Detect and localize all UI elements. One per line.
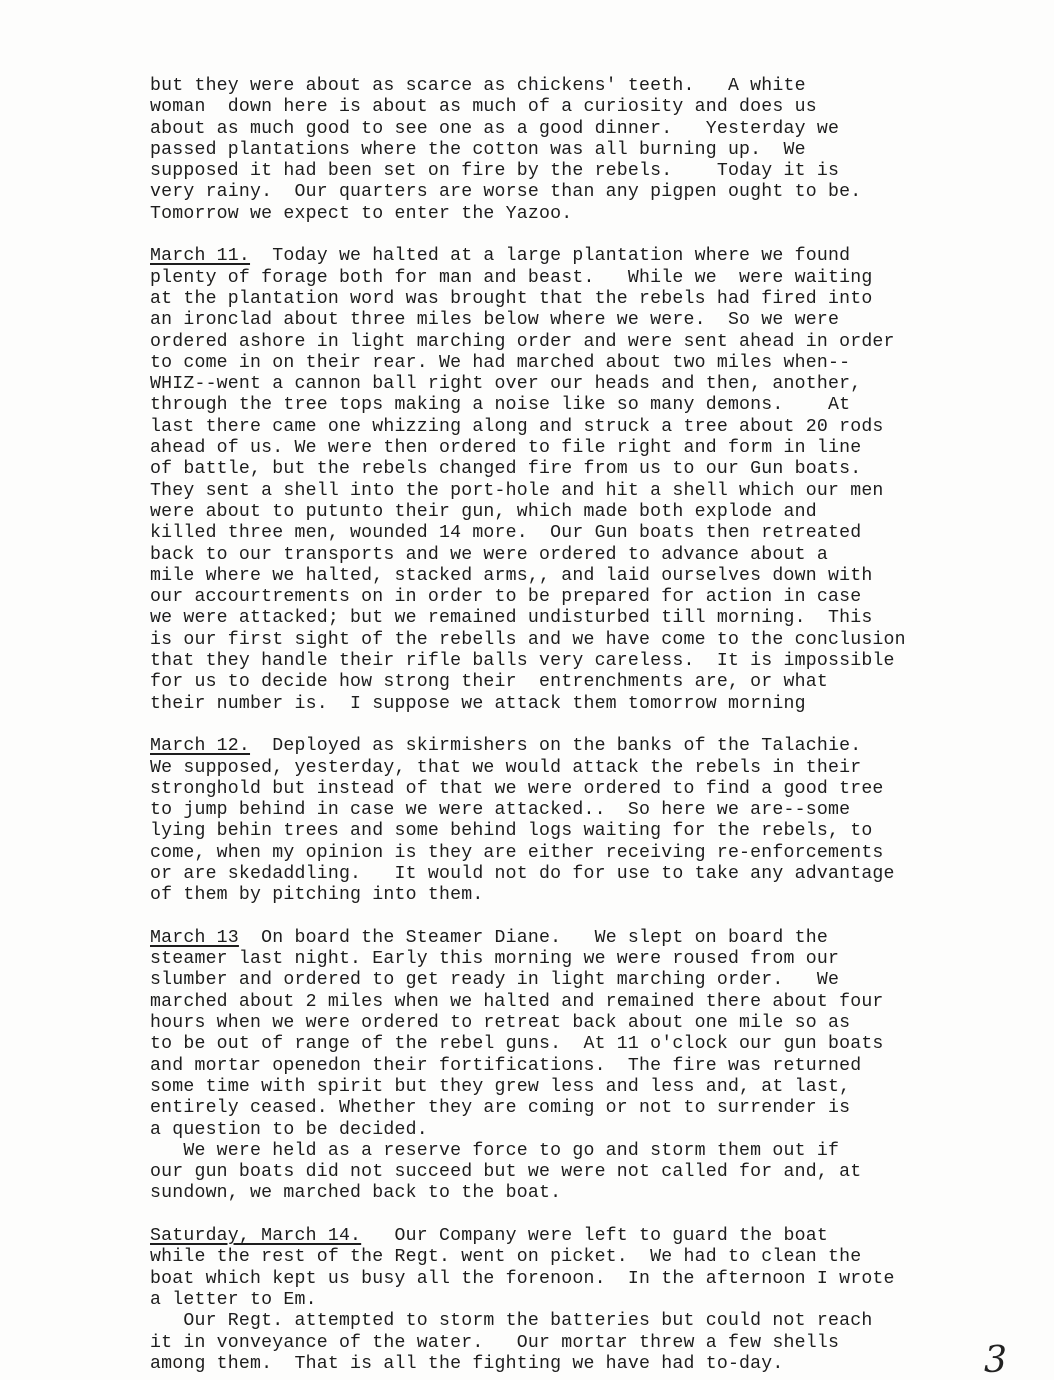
text-line: supposed it had been set on fire by the rebels. Today it is — [150, 161, 840, 182]
text-line: very rainy. Our quarters are worse than any pigpen ought to be. — [150, 182, 862, 203]
text-line: to jump behind in case we were attacked.. So here we are--some — [150, 800, 851, 821]
text-line: boat which kept us busy all the forenoon. In the afternoon I wrote — [150, 1268, 895, 1289]
text-line: were about to putunto their gun, which made both explode and — [150, 501, 817, 522]
text-line: about as much good to see one as a good dinner. Yesterday we — [150, 118, 840, 139]
text-line: passed plantations where the cotton was all burning up. We — [150, 139, 806, 160]
text-line: marched about 2 miles when we halted and remained there about four — [150, 991, 884, 1012]
text-line: to be out of range of the rebel guns. At 11 o'clock our gun boats — [150, 1034, 884, 1055]
entry-date: March 13 — [150, 927, 239, 948]
text-line: ordered ashore in light marching order and were sent ahead in order — [150, 331, 895, 352]
entry-first-line-text: Today we halted at a large plantation where we found — [250, 246, 851, 267]
paragraph-gap — [150, 225, 1020, 246]
handwritten-page-number: 3 — [984, 1340, 1007, 1381]
entry-march-11 — [150, 246, 1020, 715]
text-line: at the plantation word was brought that the rebels had fired into — [150, 288, 873, 309]
paragraph-gap — [150, 1205, 1020, 1226]
text-line: it in vonveyance of the water. Our mortar threw a few shells — [150, 1332, 840, 1353]
text-line: among them. That is all the fighting we have had to-day. — [150, 1353, 784, 1374]
text-line: Tomorrow we expect to enter the Yazoo. — [150, 203, 573, 224]
entry-first-line — [150, 1226, 1020, 1247]
paragraph-gap — [150, 715, 1020, 736]
text-line: of battle, but the rebels changed fire from us to our Gun boats. — [150, 459, 862, 480]
entry-march-14 — [150, 1226, 1020, 1375]
text-line: back to our transports and we were ordered to advance about a — [150, 544, 828, 565]
text-line: plenty of forage both for man and beast. While we were waiting — [150, 267, 873, 288]
text-line: steamer last night. Early this morning we were roused from our — [150, 949, 840, 970]
entry-first-line-text: Deployed as skirmishers on the banks of the Talachie. — [250, 736, 862, 757]
text-line: an ironclad about three miles below where we were. So we were — [150, 310, 840, 331]
text-line: but they were about as scarce as chickens' teeth. A white — [150, 76, 806, 96]
text-line: while the rest of the Regt. went on picket. We had to clean the — [150, 1247, 862, 1268]
text-line: a question to be decided. — [150, 1119, 428, 1140]
text-line: and mortar openedon their fortifications. The fire was returned — [150, 1055, 862, 1076]
text-line: some time with spirit but they grew less and less and, at last, — [150, 1076, 851, 1097]
entry-march-13 — [150, 928, 1020, 1205]
text-line: They sent a shell into the port-hole and hit a shell which our men — [150, 480, 884, 501]
text-line: our accourtrements on in order to be prepared for action in case — [150, 587, 862, 608]
text-line: we were attacked; but we remained undisturbed till morning. This — [150, 608, 873, 629]
paragraph-intro — [150, 76, 1020, 225]
text-line: stronghold but instead of that we were ordered to find a good tree — [150, 778, 884, 799]
text-line: entirely ceased. Whether they are coming or not to surrender is — [150, 1098, 851, 1119]
text-line: woman down here is about as much of a curiosity and does us — [150, 97, 817, 118]
text-line: We supposed, yesterday, that we would attack the rebels in their — [150, 757, 862, 778]
text-line: We were held as a reserve force to go and storm them out if — [150, 1140, 840, 1161]
text-line: their number is. I suppose we attack them tomorrow morning — [150, 693, 806, 714]
text-line: last there came one whizzing along and struck a tree about 20 rods — [150, 416, 884, 437]
entry-date: Saturday, March 14. — [150, 1226, 362, 1247]
entry-date: March 11. — [150, 246, 251, 267]
text-line: Our Regt. attempted to storm the batteries but could not reach — [150, 1311, 873, 1332]
text-line: come, when my opinion is they are either receiving re-enforcements — [150, 842, 884, 863]
text-line: that they handle their rifle balls very careless. It is impossible — [150, 651, 895, 672]
text-line: mile where we halted, stacked arms,, and laid ourselves down with — [150, 565, 873, 586]
text-line: sundown, we marched back to the boat. — [150, 1183, 562, 1204]
text-line: slumber and ordered to get ready in light marching order. We — [150, 970, 840, 991]
text-line: of them by pitching into them. — [150, 885, 484, 906]
entry-first-line — [150, 246, 1020, 267]
entry-first-line — [150, 928, 1020, 949]
paragraph-gap — [150, 907, 1020, 928]
text-line: hours when we were ordered to retreat back about one mile so as — [150, 1013, 851, 1034]
text-line: a letter to Em. — [150, 1289, 317, 1310]
typed-text-body — [150, 76, 1020, 1375]
entry-first-line-text: On board the Steamer Diane. We slept on board the — [238, 927, 828, 948]
entry-first-line-text: Our Company were left to guard the boat — [361, 1226, 828, 1247]
text-line: or are skedaddling. It would not do for use to take any advantage — [150, 863, 895, 884]
text-line: to come in on their rear. We had marched about two miles when-- — [150, 352, 851, 373]
text-line: our gun boats did not succeed but we were not called for and, at — [150, 1162, 862, 1183]
entry-first-line — [150, 736, 1020, 757]
text-line: WHIZ--went a cannon ball right over our heads and then, another, — [150, 374, 862, 395]
entry-march-12 — [150, 736, 1020, 906]
text-line: for us to decide how strong their entrenchments are, or what — [150, 672, 828, 693]
entry-date: March 12. — [150, 736, 251, 757]
text-line: killed three men, wounded 14 more. Our Gun boats then retreated — [150, 523, 862, 544]
text-line: through the tree tops making a noise like so many demons. At — [150, 395, 851, 416]
text-line: lying behin trees and some behind logs waiting for the rebels, to — [150, 821, 873, 842]
text-line: ahead of us. We were then ordered to file right and form in line — [150, 438, 862, 459]
text-line: is our first sight of the rebells and we have come to the conclusion — [150, 629, 906, 650]
